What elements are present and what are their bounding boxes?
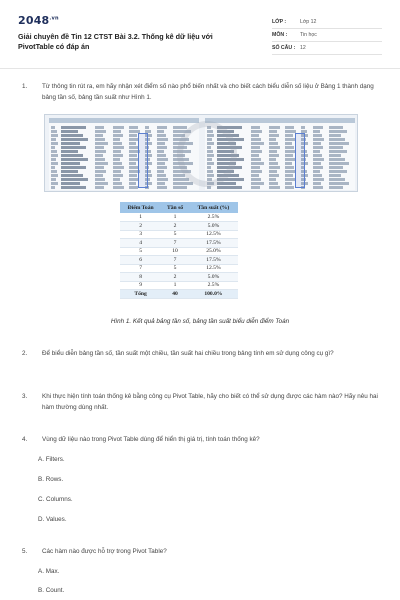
spreadsheet-cell bbox=[269, 162, 278, 165]
spreadsheet-row bbox=[49, 166, 199, 169]
selected-column-left bbox=[138, 133, 148, 188]
spreadsheet-cell bbox=[95, 146, 104, 149]
spreadsheet-cell bbox=[285, 186, 294, 189]
spreadsheet-cell bbox=[113, 146, 124, 149]
spreadsheet-cell bbox=[329, 146, 343, 149]
spreadsheet-cell bbox=[95, 126, 104, 129]
spreadsheet-cell bbox=[95, 182, 108, 185]
spreadsheet-row bbox=[49, 142, 199, 145]
spreadsheet-cell bbox=[251, 170, 262, 173]
spreadsheet-cell bbox=[157, 170, 164, 173]
q4-option-c[interactable]: C. Columns. bbox=[38, 496, 73, 503]
spreadsheet-cell bbox=[113, 158, 120, 161]
spreadsheet-cell bbox=[285, 126, 294, 129]
spreadsheet-row bbox=[205, 182, 355, 185]
spreadsheet-cell bbox=[113, 134, 123, 137]
spreadsheet-cell bbox=[251, 142, 264, 145]
spreadsheet-cell bbox=[313, 166, 323, 169]
spreadsheet-cell bbox=[129, 142, 136, 145]
spreadsheet-cell bbox=[329, 150, 347, 153]
spreadsheet-cell bbox=[285, 158, 295, 161]
q4-option-b[interactable]: B. Rows. bbox=[38, 476, 64, 483]
spreadsheet-cell bbox=[129, 154, 137, 157]
spreadsheet-cell bbox=[285, 138, 295, 141]
spreadsheet-cell bbox=[269, 138, 276, 141]
table-cell: 12.5% bbox=[189, 230, 238, 239]
table-cell: 2.5% bbox=[189, 213, 238, 222]
spreadsheet-cell bbox=[251, 182, 264, 185]
spreadsheet-cell bbox=[251, 126, 260, 129]
spreadsheet-cell bbox=[329, 158, 345, 161]
spreadsheet-cell bbox=[173, 182, 193, 185]
spreadsheet-cell bbox=[113, 154, 123, 157]
spreadsheet-cell bbox=[129, 146, 138, 149]
spreadsheet-cell bbox=[269, 182, 278, 185]
spreadsheet-row bbox=[49, 170, 199, 173]
spreadsheet-cell bbox=[61, 174, 83, 177]
table-total-row bbox=[120, 290, 238, 299]
table-cell: 2 bbox=[161, 222, 189, 231]
spreadsheet-cell bbox=[51, 186, 55, 189]
meta-subject: MÔN : Tin học bbox=[272, 29, 382, 42]
spreadsheet-cell bbox=[329, 134, 341, 137]
spreadsheet-cell bbox=[157, 182, 165, 185]
spreadsheet-cell bbox=[157, 166, 167, 169]
table-cell: 17.5% bbox=[189, 239, 238, 248]
q4-option-d[interactable]: D. Values. bbox=[38, 516, 67, 523]
table-row bbox=[120, 230, 238, 239]
spreadsheet-cell bbox=[269, 166, 280, 169]
spreadsheet-cell bbox=[129, 182, 136, 185]
header-score: Điểm Toán bbox=[120, 202, 161, 213]
spreadsheet-cell bbox=[113, 130, 121, 133]
table-row bbox=[120, 281, 238, 290]
table-cell: 9 bbox=[120, 281, 161, 290]
spreadsheet-cell bbox=[217, 186, 242, 189]
spreadsheet-cell bbox=[61, 170, 78, 173]
spreadsheet-cell bbox=[285, 178, 295, 181]
spreadsheet-cell bbox=[95, 134, 103, 137]
table-row bbox=[120, 247, 238, 256]
table-cell: 8 bbox=[120, 273, 161, 282]
table-row bbox=[120, 256, 238, 265]
spreadsheet-cell bbox=[269, 178, 276, 181]
spreadsheet-cell bbox=[129, 186, 138, 189]
table-cell: 17.5% bbox=[189, 256, 238, 265]
spreadsheet-cell bbox=[157, 154, 166, 157]
spreadsheet-cell bbox=[269, 154, 279, 157]
spreadsheet-screenshot bbox=[44, 114, 358, 192]
spreadsheet-cell bbox=[313, 158, 324, 161]
q5-option-a[interactable]: A. Max. bbox=[38, 568, 60, 575]
table-cell: 7 bbox=[161, 239, 189, 248]
spreadsheet-cell bbox=[61, 178, 88, 181]
spreadsheet-row bbox=[49, 162, 199, 165]
spreadsheet-cell bbox=[329, 126, 343, 129]
spreadsheet-cell bbox=[157, 142, 165, 145]
spreadsheet-cell bbox=[51, 150, 57, 153]
spreadsheet-cell bbox=[51, 178, 56, 181]
spreadsheet-row bbox=[205, 178, 355, 181]
spreadsheet-cell bbox=[269, 174, 279, 177]
spreadsheet-cell bbox=[269, 170, 277, 173]
selected-column-right bbox=[295, 133, 305, 188]
table-cell: 5.0% bbox=[189, 273, 238, 282]
spreadsheet-cell bbox=[329, 170, 347, 173]
spreadsheet-cell bbox=[61, 130, 78, 133]
header-divider bbox=[0, 68, 400, 69]
spreadsheet-cell bbox=[329, 186, 343, 189]
document-meta bbox=[272, 16, 382, 55]
table-cell: 5 bbox=[161, 230, 189, 239]
site-logo[interactable]: $2048^{.vn}$ bbox=[18, 14, 59, 27]
spreadsheet-cell bbox=[51, 142, 58, 145]
spreadsheet-cell bbox=[313, 154, 322, 157]
spreadsheet-cell bbox=[251, 186, 260, 189]
spreadsheet-cell bbox=[129, 134, 137, 137]
table-cell: 1 bbox=[120, 213, 161, 222]
table-cell: 7 bbox=[161, 256, 189, 265]
spreadsheet-cell bbox=[61, 154, 83, 157]
table-header-row bbox=[120, 202, 238, 213]
spreadsheet-cell bbox=[51, 146, 55, 149]
spreadsheet-cell bbox=[129, 174, 137, 177]
spreadsheet-cell bbox=[313, 174, 322, 177]
spreadsheet-row bbox=[49, 130, 199, 133]
spreadsheet-cell bbox=[301, 126, 305, 129]
spreadsheet-cell bbox=[95, 162, 108, 165]
table-total-cell: 100.0% bbox=[189, 290, 238, 299]
spreadsheet-cell bbox=[251, 154, 259, 157]
spreadsheet-cell bbox=[329, 154, 341, 157]
table-cell: 4 bbox=[120, 239, 161, 248]
table-cell: 25.0% bbox=[189, 247, 238, 256]
spreadsheet-cell bbox=[313, 142, 321, 145]
spreadsheet-cell bbox=[329, 130, 347, 133]
spreadsheet-cell bbox=[145, 126, 149, 129]
spreadsheet-cell bbox=[285, 162, 292, 165]
spreadsheet-cell bbox=[95, 154, 103, 157]
spreadsheet-row bbox=[49, 182, 199, 185]
spreadsheet-cell bbox=[157, 150, 164, 153]
table-row bbox=[120, 239, 238, 248]
q4-option-a[interactable]: A. Filters. bbox=[38, 456, 65, 463]
spreadsheet-cell bbox=[285, 182, 292, 185]
spreadsheet-cell bbox=[95, 130, 106, 133]
spreadsheet-cell bbox=[329, 182, 349, 185]
table-row bbox=[120, 222, 238, 231]
meta-question-count: SỐ CÂU : 12 bbox=[272, 42, 382, 55]
spreadsheet-cell bbox=[329, 178, 345, 181]
spreadsheet-header-strip bbox=[49, 118, 199, 123]
spreadsheet-cell bbox=[95, 174, 103, 177]
spreadsheet-cell bbox=[313, 150, 320, 153]
spreadsheet-cell bbox=[269, 146, 280, 149]
page-header bbox=[18, 14, 382, 58]
spreadsheet-cell bbox=[329, 162, 349, 165]
document-title: Giải chuyên đề Tin 12 CTST Bài 3.2. Thống kê dữ liệu với PivotTable có đáp án bbox=[18, 32, 213, 51]
spreadsheet-cell bbox=[51, 174, 58, 177]
spreadsheet-cell bbox=[251, 166, 260, 169]
spreadsheet-row bbox=[49, 178, 199, 181]
spreadsheet-cell bbox=[95, 166, 104, 169]
table-cell: 2.5% bbox=[189, 281, 238, 290]
spreadsheet-cell bbox=[113, 142, 122, 145]
spreadsheet-cell bbox=[173, 126, 187, 129]
spreadsheet-cell bbox=[61, 186, 86, 189]
spreadsheet-cell bbox=[285, 154, 293, 157]
header-percent: Tần suất (%) bbox=[189, 202, 238, 213]
spreadsheet-cell bbox=[51, 134, 58, 137]
spreadsheet-cell bbox=[61, 138, 88, 141]
spreadsheet-header-strip bbox=[205, 118, 355, 123]
spreadsheet-cell bbox=[251, 178, 261, 181]
table-row bbox=[120, 213, 238, 222]
frequency-table bbox=[120, 202, 238, 299]
spreadsheet-row bbox=[49, 174, 199, 177]
spreadsheet-cell bbox=[251, 146, 260, 149]
q5-option-b[interactable]: B. Count. bbox=[38, 587, 65, 594]
spreadsheet-cell bbox=[313, 134, 322, 137]
spreadsheet-cell bbox=[61, 182, 80, 185]
spreadsheet-cell bbox=[251, 162, 264, 165]
table-total-cell: 40 bbox=[161, 290, 189, 299]
table-cell: 10 bbox=[161, 247, 189, 256]
spreadsheet-cell bbox=[157, 134, 166, 137]
table-cell: 5.0% bbox=[189, 222, 238, 231]
table-cell: 12.5% bbox=[189, 264, 238, 273]
table-cell: 3 bbox=[120, 230, 161, 239]
spreadsheet-cell bbox=[285, 174, 293, 177]
spreadsheet-cell bbox=[157, 158, 168, 161]
spreadsheet-cell bbox=[157, 162, 165, 165]
spreadsheet-cell bbox=[113, 186, 124, 189]
spreadsheet-cell bbox=[51, 130, 57, 133]
table-cell: 6 bbox=[120, 256, 161, 265]
spreadsheet-cell bbox=[95, 186, 104, 189]
spreadsheet-cell bbox=[173, 186, 187, 189]
spreadsheet-cell bbox=[329, 142, 349, 145]
spreadsheet-cell bbox=[113, 170, 121, 173]
spreadsheet-cell bbox=[313, 146, 323, 149]
spreadsheet-cell bbox=[51, 170, 57, 173]
spreadsheet-cell bbox=[269, 186, 280, 189]
spreadsheet-cell bbox=[113, 150, 121, 153]
spreadsheet-cell bbox=[251, 150, 262, 153]
spreadsheet-cell bbox=[269, 142, 278, 145]
spreadsheet-cell bbox=[313, 126, 323, 129]
spreadsheet-cell bbox=[113, 178, 120, 181]
spreadsheet-cell bbox=[157, 146, 167, 149]
spreadsheet-cell bbox=[329, 138, 345, 141]
spreadsheet-cell bbox=[269, 130, 277, 133]
spreadsheet-cell bbox=[313, 170, 320, 173]
spreadsheet-cell bbox=[313, 186, 323, 189]
spreadsheet-cell bbox=[313, 182, 321, 185]
spreadsheet-cell bbox=[51, 166, 55, 169]
spreadsheet-cell bbox=[95, 170, 106, 173]
spreadsheet-cell bbox=[129, 166, 138, 169]
spreadsheet-cell bbox=[113, 126, 124, 129]
spreadsheet-cell bbox=[95, 150, 106, 153]
spreadsheet-cell bbox=[157, 130, 164, 133]
spreadsheet-cell bbox=[61, 142, 80, 145]
spreadsheet-cell bbox=[51, 158, 56, 161]
spreadsheet-cell bbox=[51, 126, 55, 129]
spreadsheet-row bbox=[49, 134, 199, 137]
spreadsheet-cell bbox=[113, 182, 122, 185]
spreadsheet-cell bbox=[251, 174, 259, 177]
table-cell: 7 bbox=[120, 264, 161, 273]
table-cell: 5 bbox=[161, 264, 189, 273]
spreadsheet-cell bbox=[269, 158, 276, 161]
table-cell: 1 bbox=[161, 281, 189, 290]
spreadsheet-cell bbox=[129, 162, 136, 165]
spreadsheet-cell bbox=[157, 186, 167, 189]
spreadsheet-cell bbox=[313, 162, 321, 165]
spreadsheet-cell bbox=[61, 146, 86, 149]
spreadsheet-cell bbox=[157, 138, 168, 141]
spreadsheet-cell bbox=[251, 158, 261, 161]
spreadsheet-cell bbox=[61, 126, 86, 129]
spreadsheet-cell bbox=[51, 154, 58, 157]
spreadsheet-cell bbox=[61, 166, 86, 169]
spreadsheet-cell bbox=[61, 134, 83, 137]
spreadsheet-cell bbox=[61, 158, 88, 161]
spreadsheet-cell bbox=[157, 126, 167, 129]
spreadsheet-cell bbox=[113, 138, 120, 141]
spreadsheet-cell bbox=[285, 166, 294, 169]
meta-class: LỚP : Lớp 12 bbox=[272, 16, 382, 29]
spreadsheet-cell bbox=[269, 134, 279, 137]
spreadsheet-cell bbox=[157, 174, 166, 177]
spreadsheet-cell bbox=[61, 162, 80, 165]
spreadsheet-cell bbox=[129, 126, 138, 129]
spreadsheet-cell bbox=[95, 142, 108, 145]
spreadsheet-cell bbox=[95, 158, 105, 161]
spreadsheet-row bbox=[205, 186, 355, 189]
spreadsheet-cell bbox=[313, 138, 324, 141]
table-row bbox=[120, 273, 238, 282]
table-cell: 5 bbox=[120, 247, 161, 256]
spreadsheet-cell bbox=[157, 178, 168, 181]
spreadsheet-cell bbox=[95, 178, 105, 181]
spreadsheet-cell bbox=[285, 142, 292, 145]
spreadsheet-cell bbox=[329, 166, 343, 169]
spreadsheet-cell bbox=[61, 150, 78, 153]
spreadsheet-cell bbox=[329, 174, 341, 177]
spreadsheet-cell bbox=[285, 146, 294, 149]
spreadsheet-cell bbox=[251, 138, 261, 141]
spreadsheet-cell bbox=[51, 182, 58, 185]
figure-caption: Hình 1. Kết quả bảng tần số, bảng tần suất biểu diễn điểm Toán bbox=[110, 318, 290, 325]
spreadsheet-row bbox=[49, 126, 199, 129]
spreadsheet-cell bbox=[113, 166, 124, 169]
spreadsheet-row bbox=[205, 126, 355, 129]
table-cell: 2 bbox=[120, 222, 161, 231]
spreadsheet-cell bbox=[51, 138, 56, 141]
spreadsheet-cell bbox=[251, 130, 262, 133]
spreadsheet-cell bbox=[251, 134, 259, 137]
watermark-logo bbox=[177, 121, 237, 187]
spreadsheet-cell bbox=[113, 174, 123, 177]
spreadsheet-cell bbox=[113, 162, 122, 165]
spreadsheet-cell bbox=[313, 178, 324, 181]
spreadsheet-cell bbox=[51, 162, 58, 165]
spreadsheet-cell bbox=[285, 134, 293, 137]
table-total-cell: Tổng bbox=[120, 290, 161, 299]
header-frequency: Tần số bbox=[161, 202, 189, 213]
spreadsheet-cell bbox=[95, 138, 105, 141]
table-row bbox=[120, 264, 238, 273]
spreadsheet-row bbox=[49, 186, 199, 189]
spreadsheet-cell bbox=[269, 150, 277, 153]
spreadsheet-row bbox=[49, 138, 199, 141]
spreadsheet-cell bbox=[313, 130, 320, 133]
table-cell: 1 bbox=[161, 213, 189, 222]
table-cell: 2 bbox=[161, 273, 189, 282]
spreadsheet-cell bbox=[269, 126, 280, 129]
